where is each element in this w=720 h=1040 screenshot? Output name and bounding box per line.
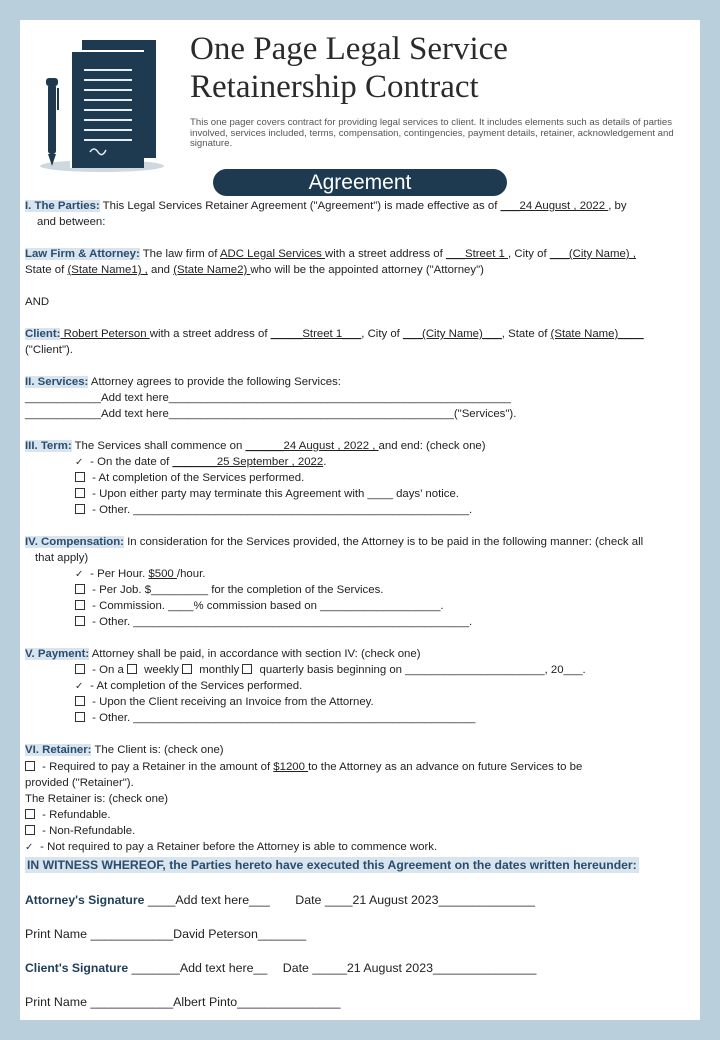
comp-option-1[interactable] — [75, 566, 205, 583]
parties-heading: I. The Parties: — [25, 200, 100, 212]
comp-opt1-value: $500 — [148, 568, 177, 580]
client-state-label: , State of — [501, 328, 551, 340]
comp-opt3-label: - Commission. ____% commission based on ___________________. — [89, 600, 444, 612]
and-between: and between: — [37, 216, 106, 228]
check-icon[interactable]: ✓ — [75, 457, 84, 468]
retainer-option-1[interactable] — [25, 759, 582, 775]
client-state: (State Name)____ — [550, 328, 644, 340]
firm-line — [25, 246, 636, 262]
pay-opt1-b: weekly — [140, 664, 183, 676]
firm-heading: Law Firm & Attorney: — [25, 248, 140, 260]
firm-name: ADC Legal Services — [219, 248, 326, 260]
print-name-field-2[interactable]: ____________Albert Pinto_______________ — [90, 995, 341, 1009]
client-signature-label: Client's Signature — [25, 961, 129, 975]
term-option-2[interactable] — [75, 470, 304, 486]
comp-opt1-tail: /hour. — [176, 568, 206, 580]
title-line-1: One Page Legal Service — [190, 31, 508, 67]
parties-by: , by — [608, 200, 627, 212]
comp-option-4[interactable] — [75, 614, 472, 630]
ret-opt1-amount: $1200 — [273, 761, 309, 773]
witness-line — [25, 857, 639, 874]
term-opt4-label: - Other. _____________________________________________________. — [89, 504, 473, 516]
ret-opt1-tail: to the Attorney as an advance on future Services to be — [308, 761, 583, 773]
print-name-label-1: Print Name — [25, 927, 87, 941]
compensation-intro: In consideration for the Services provided, the Attorney is to be paid in the following manner: (check all — [123, 536, 644, 548]
payment-option-1[interactable] — [75, 662, 586, 678]
firm-street: ___Street 1 — [445, 248, 509, 260]
compensation-intro-2: that apply) — [35, 552, 89, 564]
pay-opt2-label: - At completion of the Services performed. — [87, 680, 303, 692]
client-signature-row — [25, 960, 536, 976]
comp-opt2-label: - Per Job. $_________ for the completion of the Services. — [89, 584, 384, 596]
pay-opt4-label: - Other. ______________________________________________________ — [89, 712, 476, 724]
check-icon[interactable]: ✓ — [75, 569, 84, 580]
term-start: ______24 August , 2022 , — [245, 440, 379, 452]
client-signature-field[interactable]: _______Add text here__ — [131, 961, 268, 975]
ret-opt1-label: - Required to pay a Retainer in the amount of — [39, 761, 274, 773]
and-word: AND — [25, 296, 50, 308]
checkbox[interactable] — [75, 488, 85, 498]
compensation-heading: IV. Compensation: — [25, 536, 124, 548]
term-heading: III. Term: — [25, 440, 72, 452]
firm-and: and — [147, 264, 174, 276]
retainer-heading: VI. Retainer: — [25, 744, 92, 756]
check-icon[interactable]: ✓ — [25, 842, 34, 853]
comp-opt1-label: - Per Hour. — [87, 568, 149, 580]
document-description: This one pager covers contract for providing legal services to client. It includes elements such as details of parties involved, services included, terms, compensation, contingencies, payment details, retainer, acknowledgement and signature. — [190, 117, 674, 149]
retainer-intro: The Client is: (check one) — [91, 744, 224, 756]
firm-city-label: , City of — [508, 248, 550, 260]
attorney-date-field[interactable]: ____21 August 2023______________ — [324, 893, 536, 907]
checkbox[interactable] — [25, 809, 35, 819]
client-name: Robert Peterson — [60, 328, 150, 340]
firm-state-label: State of — [25, 264, 68, 276]
services-field-2 — [25, 406, 516, 422]
firm-text-2: with a street address of — [325, 248, 446, 260]
checkbox-monthly[interactable] — [182, 664, 192, 674]
print-name-row-2 — [25, 994, 341, 1010]
attorney-signature-field[interactable]: ____Add text here___ — [147, 893, 270, 907]
client-date-field[interactable]: _____21 August 2023_______________ — [312, 961, 537, 975]
term-line — [25, 438, 486, 454]
print-name-label-2: Print Name — [25, 995, 87, 1009]
term-opt1-label: - On the date of — [87, 456, 173, 468]
services-field-1[interactable]: ____________Add text here______________________________________________________ — [25, 392, 511, 404]
term-opt3-label: - Upon either party may terminate this Agreement with ____ days’ notice. — [89, 488, 459, 500]
checkbox[interactable] — [75, 712, 85, 722]
payment-heading: V. Payment: — [25, 648, 90, 660]
client-city-label: , City of — [361, 328, 404, 340]
check-icon[interactable]: ✓ — [75, 681, 84, 692]
payment-intro: Attorney shall be paid, in accordance with section IV: (check one) — [89, 648, 421, 660]
services-line — [25, 374, 341, 390]
checkbox[interactable] — [75, 616, 85, 626]
ret-opt2-label: - Not required to pay a Retainer before the Attorney is able to commence work. — [37, 841, 438, 853]
checkbox[interactable] — [75, 600, 85, 610]
pay-opt1-c: monthly — [196, 664, 243, 676]
payment-option-4[interactable] — [75, 710, 475, 726]
firm-tail: who will be the appointed attorney ("Attorney") — [250, 264, 484, 276]
client-heading: Client: — [25, 328, 61, 340]
client-tail: ("Client"). — [25, 344, 73, 356]
services-field-2-text[interactable]: ____________Add text here_____________________________________________ — [25, 408, 454, 420]
term-opt1-date: _______25 September , 2022 — [172, 456, 324, 468]
firm-city: ___(City Name) , — [549, 248, 636, 260]
checkbox[interactable] — [25, 825, 35, 835]
attorney-signature-label: Attorney's Signature — [25, 893, 145, 907]
retainer-nonrefundable[interactable] — [25, 823, 135, 839]
document-pen-icon — [32, 32, 172, 182]
effective-date: ___24 August , 2022 — [500, 200, 609, 212]
witness-text: IN WITNESS WHEREOF, the Parties hereto have executed this Agreement on the dates written hereunder: — [27, 858, 637, 872]
pay-opt1-d: quarterly basis beginning on ______________________, 20___. — [256, 664, 586, 676]
title-line-2: Retainership Contract — [190, 69, 479, 105]
term-opt2-label: - At completion of the Services performed. — [89, 472, 305, 484]
payment-option-2[interactable] — [75, 678, 302, 695]
print-name-row-1 — [25, 926, 306, 942]
attorney-date-label: Date — [295, 893, 322, 907]
comp-option-3[interactable] — [75, 598, 444, 614]
term-option-1[interactable] — [75, 454, 326, 471]
term-end: and end: (check one) — [378, 440, 486, 452]
payment-line — [25, 646, 421, 662]
services-heading: II. Services: — [25, 376, 89, 388]
checkbox[interactable] — [75, 584, 85, 594]
checkbox[interactable] — [75, 472, 85, 482]
retainer-refundable[interactable] — [25, 807, 111, 823]
checkbox-quarterly[interactable] — [242, 664, 252, 674]
nonrefundable-label: - Non-Refundable. — [39, 825, 136, 837]
agreement-banner: Agreement — [213, 169, 507, 196]
services-intro: Attorney agrees to provide the following Services: — [88, 376, 341, 388]
client-date-label: Date — [282, 961, 309, 975]
comp-option-2[interactable] — [75, 582, 383, 598]
checkbox[interactable] — [75, 664, 85, 674]
retainer-option-2[interactable] — [25, 839, 437, 856]
parties-intro: This Legal Services Retainer Agreement ("Agreement") is made effective as of — [99, 200, 501, 212]
comp-opt4-label: - Other. _____________________________________________________. — [89, 616, 473, 628]
parties-line — [25, 198, 627, 214]
firm-line-2 — [25, 262, 484, 278]
compensation-line — [25, 534, 643, 550]
term-option-3[interactable] — [75, 486, 459, 502]
checkbox-weekly[interactable] — [127, 664, 137, 674]
term-option-4[interactable] — [75, 502, 472, 518]
services-tail: ("Services"). — [453, 408, 517, 420]
pay-opt1-a: - On a — [89, 664, 127, 676]
firm-text: The law firm of — [139, 248, 220, 260]
term-opt1-tail: . — [323, 456, 327, 468]
attorney-signature-row — [25, 892, 535, 908]
client-line — [25, 326, 644, 342]
contract-page — [20, 20, 700, 1020]
retainer-is-label: The Retainer is: (check one) — [25, 793, 169, 805]
checkbox[interactable] — [25, 761, 35, 771]
print-name-field-1[interactable]: ____________David Peterson_______ — [90, 927, 307, 941]
checkbox[interactable] — [75, 504, 85, 514]
checkbox[interactable] — [75, 696, 85, 706]
pay-opt3-label: - Upon the Client receiving an Invoice from the Attorney. — [89, 696, 374, 708]
payment-option-3[interactable] — [75, 694, 374, 710]
term-intro: The Services shall commence on — [71, 440, 246, 452]
client-street: _____Street 1___ — [270, 328, 362, 340]
firm-state: (State Name1) , — [67, 264, 148, 276]
retainer-line — [25, 742, 224, 758]
client-text: with a street address of — [149, 328, 271, 340]
firm-state-2: (State Name2) — [173, 264, 251, 276]
client-city: ___(City Name)___ — [403, 328, 502, 340]
retainer-opt1-tail-2: provided ("Retainer"). — [25, 777, 134, 789]
refundable-label: - Refundable. — [39, 809, 111, 821]
document-title — [190, 30, 670, 106]
